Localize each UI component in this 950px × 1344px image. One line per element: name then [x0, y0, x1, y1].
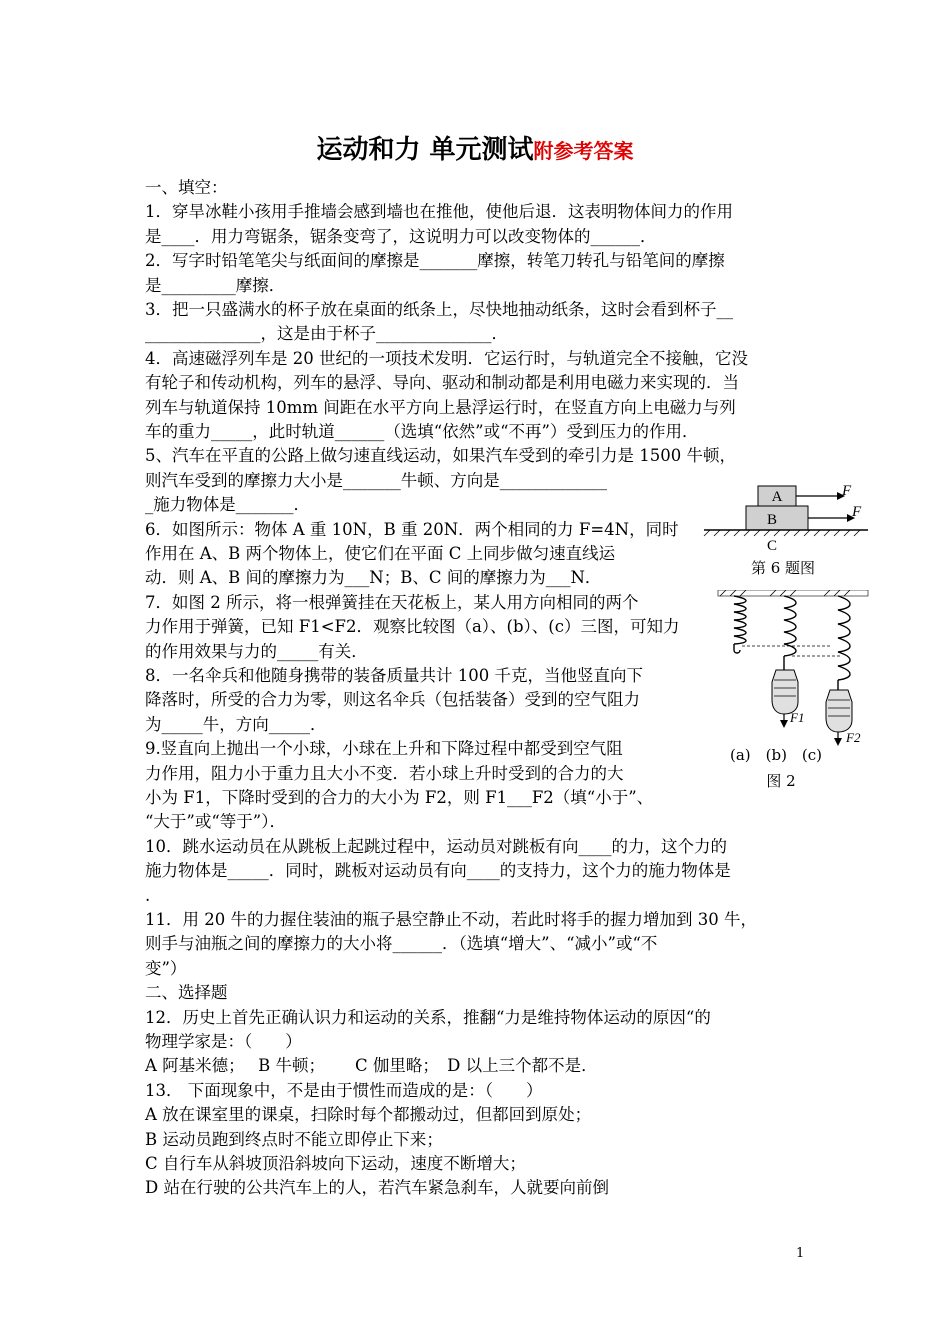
text-line: 8．一名伞兵和他随身携带的装备质量共计 100 千克，当他竖直向下 — [145, 666, 643, 685]
text-line: 物理学家是：（ ） — [145, 1032, 302, 1051]
text-line: 11．用 20 牛的力握住装油的瓶子悬空静止不动，若此时将手的握力增加到 30 牛， — [145, 910, 757, 929]
page-title — [0, 132, 950, 169]
text-line: 力作用于弹簧，已知 F1<F2．观察比较图（a）、(b）、(c）三图，可知力 — [145, 617, 680, 637]
figure-2-sublabels: (a) (b) (c) — [729, 746, 823, 764]
text-line: 6．如图所示：物体 A 重 10N，B 重 20N．两个相同的力 F=4N，同时 — [145, 519, 679, 539]
title-main: 运动和力 单元测试 — [316, 135, 534, 165]
text-line: 9.竖直向上抛出一个小球，小球在上升和下降过程中都受到空气阻 — [145, 739, 623, 759]
text-line: 是____．用力弯锯条，锯条变弯了，这说明力可以改变物体的______． — [145, 226, 657, 246]
figure-2-springs — [712, 590, 872, 750]
text-line: 则汽车受到的摩擦力大小是_______牛顿、方向是_____________ — [145, 470, 607, 490]
text-line: “大于”或“等于”）． — [145, 812, 286, 832]
text-line: 为_____牛，方向_____． — [145, 714, 327, 734]
text-line: 1．穿旱冰鞋小孩用手推墙会感到墙也在推他，使他后退．这表明物体间力的作用 — [145, 202, 733, 222]
text-line: 2．写字时铅笔笔尖与纸面间的摩擦是_______摩擦，转笔刀转孔与铅笔间的摩擦 — [145, 251, 725, 271]
text-line: C 自行车从斜坡顶沿斜坡向下运动，速度不断增大； — [145, 1154, 526, 1173]
text-line: 变”） — [145, 958, 187, 978]
text-line: 力作用，阻力小于重力且大小不变．若小球上升时受到的合力的大 — [145, 763, 624, 783]
text-line: 一、填空： — [145, 178, 228, 197]
label-f-bottom: F — [852, 504, 862, 520]
text-line: 二、选择题 — [145, 983, 228, 1003]
text-line: 小为 F1，下降时受到的合力的大小为 F2，则 F1___F2（填“小于”、 — [145, 788, 654, 807]
label-f-top: F — [842, 483, 852, 499]
figure-2-caption: 图 2 — [766, 772, 796, 790]
label-f2: F2 — [846, 730, 861, 745]
text-line: _施力物体是_______． — [145, 495, 310, 515]
figure-6-blocks — [700, 480, 870, 555]
label-a: A — [771, 489, 783, 505]
label-f1: F1 — [790, 710, 805, 725]
text-line: 作用在 A、B 两个物体上，使它们在平面 C 上同步做匀速直线运 — [145, 544, 616, 563]
text-line: B 运动员跑到终点时不能立即停止下来； — [145, 1129, 443, 1149]
text-line: 13． 下面现象中，不是由于惯性而造成的是：（ ） — [145, 1080, 543, 1100]
text-line: ______________，这是由于杯子______________． — [145, 324, 508, 344]
text-line: 4．高速磁浮列车是 20 世纪的一项技术发明．它运行时，与轨道完全不接触，它没 — [145, 348, 748, 368]
figure-6-caption: 第 6 题图 — [750, 559, 816, 577]
arrow-icon — [834, 738, 842, 746]
hand-icon — [772, 670, 798, 714]
text-line: 5、汽车在平直的公路上做匀速直线运动，如果汽车受到的牵引力是 1500 牛顿， — [145, 446, 736, 466]
text-line: 施力物体是_____．同时，跳板对运动员有向____的支持力，这个力的施力物体是 — [145, 861, 731, 881]
arrow-icon — [780, 720, 788, 728]
text-line: 是_________摩擦． — [145, 275, 286, 295]
hand-icon — [826, 690, 852, 732]
label-b: B — [766, 512, 778, 528]
label-c: C — [766, 538, 778, 554]
text-line: 的作用效果与力的_____有关． — [145, 641, 368, 661]
text-line: 7．如图 2 所示，将一根弹簧挂在天花板上，某人用方向相同的两个 — [145, 592, 639, 612]
text-line: 则手与油瓶之间的摩擦力的大小将______．（选填“增大”、“减小”或“不 — [145, 934, 658, 954]
text-line: . — [145, 885, 151, 905]
text-line: A 放在课室里的课桌，扫除时每个都搬动过，但都回到原处； — [145, 1105, 592, 1125]
text-line: 降落时，所受的合力为零，则这名伞兵（包括装备）受到的空气阻力 — [145, 690, 640, 710]
text-line: 3．把一只盛满水的杯子放在桌面的纸条上，尽快地抽动纸条，这时会看到杯子__ — [145, 300, 733, 319]
text-line: D 站在行驶的公共汽车上的人，若汽车紧急刹车，人就要向前倒 — [145, 1178, 609, 1198]
text-line: 10．跳水运动员在从跳板上起跳过程中，运动员对跳板有向____的力，这个力的 — [145, 836, 727, 856]
text-line: 动．则 A、B 间的摩擦力为___N；B、C 间的摩擦力为___N． — [145, 568, 602, 588]
text-line: A 阿基米德； B 牛顿； C 伽里略； D 以上三个都不是． — [145, 1056, 598, 1076]
page-number: 1 — [796, 1246, 805, 1261]
text-line: 12．历史上首先正确认识力和运动的关系，推翻“力是维持物体运动的原因“的 — [145, 1007, 711, 1027]
text-line: 列车与轨道保持 10mm 间距在水平方向上悬浮运行时，在竖直方向上电磁力与列 — [145, 397, 736, 417]
text-line: 有轮子和传动机构，列车的悬浮、导向、驱动和制动都是利用电磁力来实现的．当 — [145, 373, 739, 393]
title-note: 附参考答案 — [533, 139, 634, 163]
text-line: 车的重力_____，此时轨道______（选填“依然”或“不再”）受到压力的作用． — [145, 422, 699, 441]
